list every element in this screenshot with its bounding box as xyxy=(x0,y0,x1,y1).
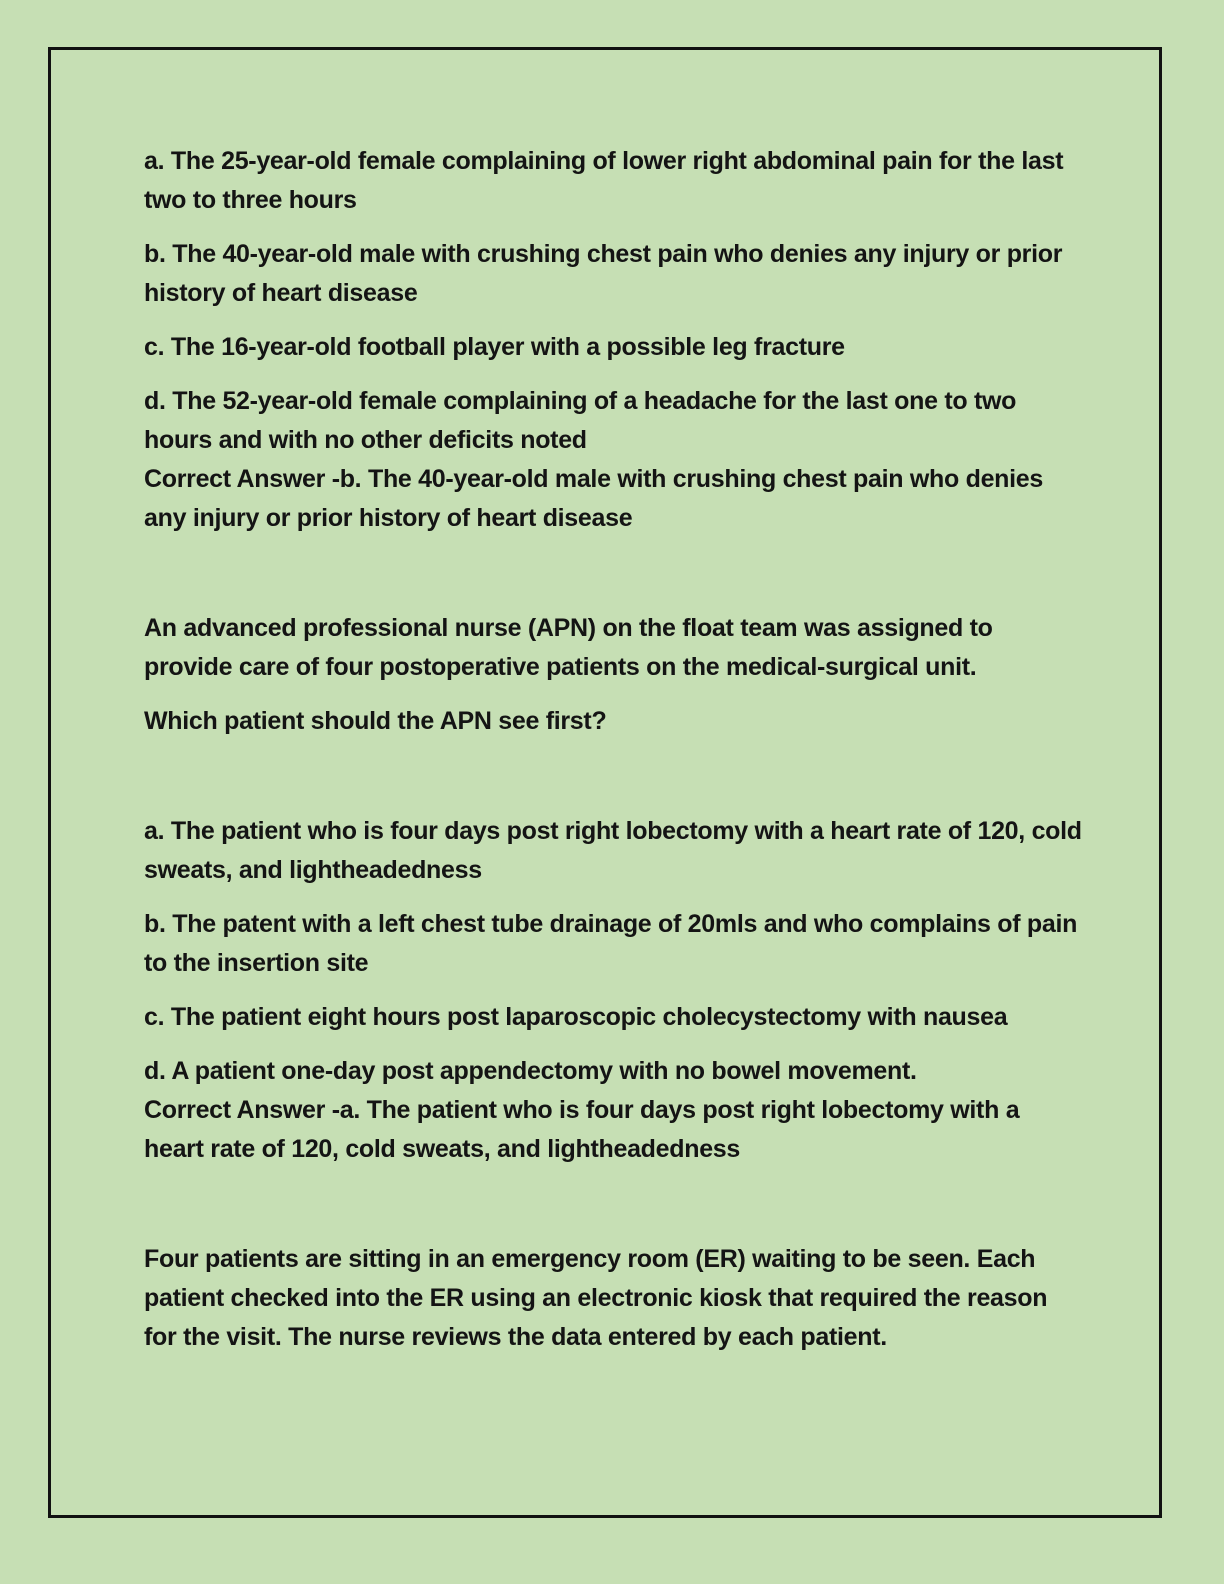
q2-prompt: Which patient should the APN see first? xyxy=(144,707,607,735)
q1-option-a: a. The 25-year-old female complaining of lower right abdominal pain for the last two to three hours xyxy=(144,147,1064,214)
document-body xyxy=(144,142,1084,1357)
q1-option-c: c. The 16-year-old football player with a possible leg fracture xyxy=(144,333,845,361)
q2-stem: An advanced professional nurse (APN) on the float team was assigned to provide care of four postoperative patients on the medical-surgical unit. xyxy=(144,614,993,681)
q2-correct-answer: Correct Answer -a. The patient who is four days post right lobectomy with a heart rate of 120, cold sweats, and lightheadedness xyxy=(144,1096,1020,1163)
q2-option-a: a. The patient who is four days post right lobectomy with a heart rate of 120, cold sweats, and lightheadedness xyxy=(144,817,1082,884)
q1-option-d: d. The 52-year-old female complaining of a headache for the last one to two hours and with no other deficits noted xyxy=(144,387,1017,454)
q2-option-b: b. The patent with a left chest tube drainage of 20mls and who complains of pain to the insertion site xyxy=(144,910,1078,977)
q2-option-d: d. A patient one-day post appendectomy with no bowel movement. xyxy=(144,1057,917,1085)
q2-option-c: c. The patient eight hours post laparoscopic cholecystectomy with nausea xyxy=(144,1003,1008,1031)
q1-option-b: b. The 40-year-old male with crushing chest pain who denies any injury or prior history of heart disease xyxy=(144,240,1063,307)
q3-stem: Four patients are sitting in an emergency room (ER) waiting to be seen. Each patient checked into the ER using an electronic kiosk that required the reason for the visit. The nurse reviews the data entered by each patient. xyxy=(144,1245,1048,1351)
q1-correct-answer: Correct Answer -b. The 40-year-old male with crushing chest pain who denies any injury or prior history of heart disease xyxy=(144,465,1043,532)
